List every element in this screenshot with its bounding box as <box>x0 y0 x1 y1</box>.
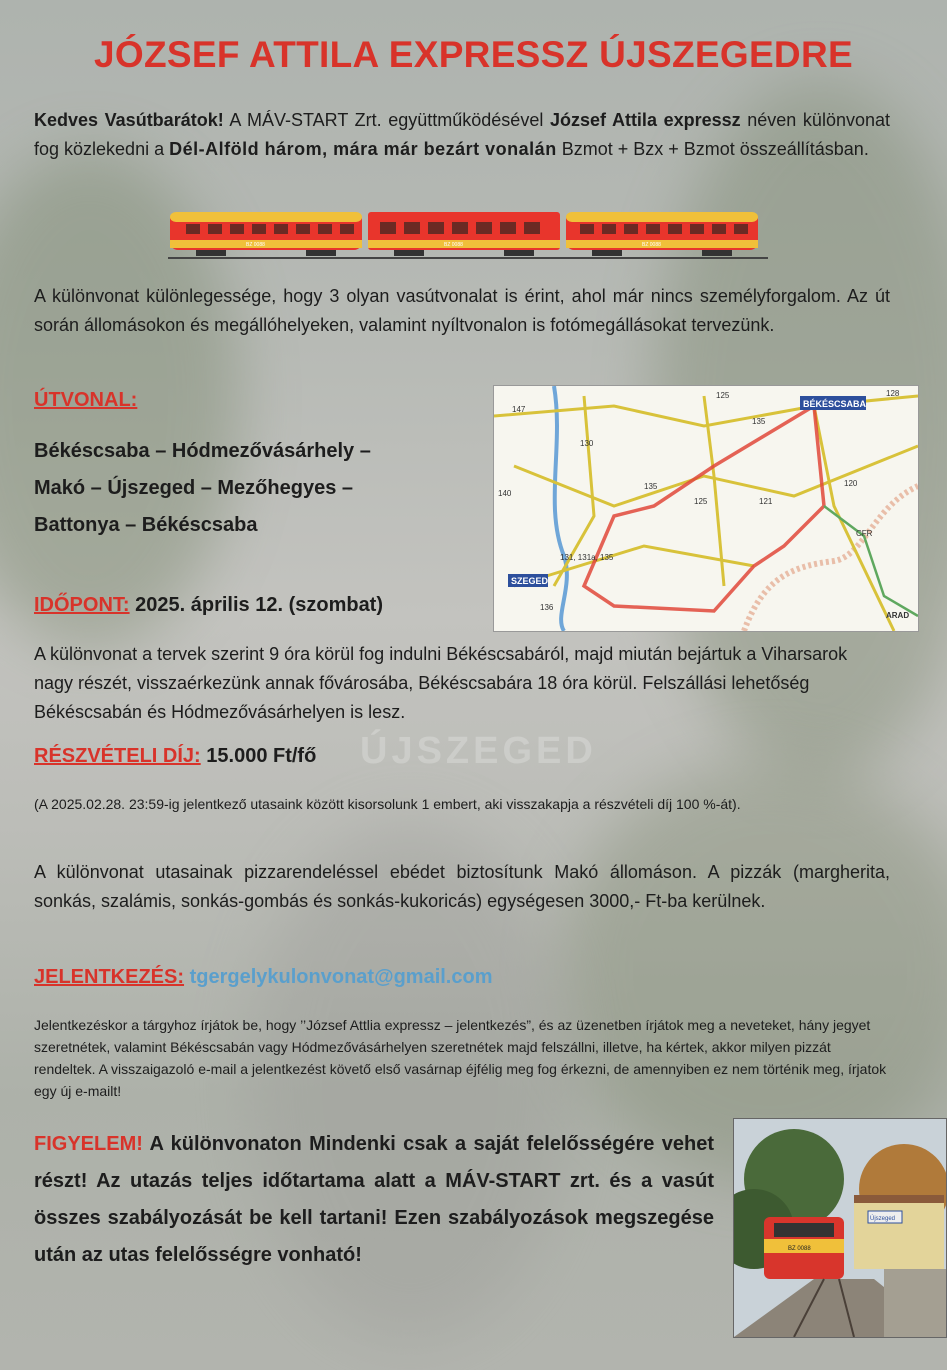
photo-station-sign: Újszeged <box>870 1216 896 1222</box>
route-heading <box>34 389 137 412</box>
map-label-szeged: SZEGED <box>511 576 549 586</box>
photo-train-label: BZ 0088 <box>788 1246 811 1252</box>
fee-value: 15.000 Ft/fő <box>206 745 317 767</box>
warning-label: FIGYELEM! <box>34 1133 143 1155</box>
signup-row <box>34 966 492 989</box>
page-title: JÓZSEF ATTILA EXPRESSZ ÚJSZEGEDRE <box>94 34 853 75</box>
route-line: Békéscsaba – Hódmezővásárhely – <box>34 440 371 462</box>
route-list <box>34 433 474 544</box>
pizza-paragraph: A különvonat utasainak pizzarendeléssel ebédet biztosítunk Makó állomáson. A pizzák (margherita, sonkás, szalámis, sonkás-gombás és sonkás-kukoricás) egységesen 3000,- Ft-ba kerülnek. <box>34 862 890 911</box>
speciality-paragraph: A különvonat különlegessége, hogy 3 olyan vasútvonalat is érint, ahol már nincs személyforgalom. Az út során állomásokon és megállóhelyeken, valamint nyíltvonalon is fotómegállásokat tervezünk. <box>34 286 890 335</box>
map-label-121: 121 <box>759 497 773 506</box>
map-label-140: 140 <box>498 489 512 498</box>
intro-paragraph <box>34 106 890 164</box>
map-label-bekescsaba: BÉKÉSCSABA <box>803 399 867 409</box>
signup-email-link[interactable]: tgergelykulonvonat@gmail.com <box>189 966 493 988</box>
train-car-1-label: BZ 0088 <box>246 242 265 248</box>
map-label-120: 120 <box>844 479 858 488</box>
station-photo <box>733 1118 947 1338</box>
map-label-cfr: CFR <box>856 529 873 538</box>
map-label-135: 135 <box>644 482 658 491</box>
signup-label: JELENTKEZÉS: <box>34 966 185 988</box>
signup-note: Jelentkezéskor a tárgyhoz írjátok be, hogy ’’József Attlia expressz – jelentkezés”, és az üzenetben írjátok meg a neveteket, hány jegyet szeretnétek, valamint Békéscsabán vagy Hódmezővásárhelyen szeretnétek majd felszállni, illetve, ha kértek, akkor milyen pizzát rendeltek. A visszaigazoló e-mail a jelentkezést követő első vasárnap éjfélig meg fog érkezni, de amennyiben ez nem történik meg, írjatok egy új e-mailt! <box>34 1017 887 1099</box>
train-car-3-label: BZ 0088 <box>642 242 661 248</box>
route-map <box>493 385 919 632</box>
train-car-1 <box>170 212 362 256</box>
train-car-2-label: BZ 0088 <box>444 242 463 248</box>
train-car-2 <box>368 212 560 256</box>
intro-lines: Dél-Alföld három, mára már bezárt vonalán <box>169 139 557 159</box>
map-label-130: 130 <box>580 439 594 448</box>
map-label-arad: ARAD <box>886 611 910 620</box>
intro-train-name: József Attila expressz <box>549 110 741 130</box>
route-line: Battonya – Békéscsaba <box>34 514 258 536</box>
map-label-128: 128 <box>886 389 900 398</box>
fee-note: (A 2025.02.28. 23:59-ig jelentkező utasaink között kisorsolunk 1 embert, aki visszakapja a részvételi díj 100 %-át). <box>34 796 741 812</box>
schedule-paragraph: A különvonat a tervek szerint 9 óra körül fog indulni Békéscsabáról, majd miután bejártuk a Viharsarok nagy részét, visszaérkezünk annak fővárosába, Békéscsabára 18 óra körül. Felszállási lehetőség Békéscsabán és Hódmezővásárhelyen is lesz. <box>34 644 848 722</box>
intro-text-3: Bzmot + Bzx + Bzmot összeállításban. <box>556 139 869 159</box>
fee-label: RÉSZVÉTELI DÍJ: <box>34 745 201 767</box>
intro-greeting: Kedves Vasútbarátok! <box>34 110 224 130</box>
train-illustration <box>168 208 768 258</box>
map-label-136: 136 <box>540 603 554 612</box>
map-label-147: 147 <box>512 405 526 414</box>
background-sign-text: ÚJSZEGED <box>360 730 597 772</box>
intro-text-2: néven különvonat fog közlekedni a <box>34 110 890 159</box>
warning-paragraph <box>34 1126 714 1274</box>
background-foliage <box>560 760 947 1180</box>
route-heading-label: ÚTVONAL: <box>34 389 138 411</box>
date-value: 2025. április 12. (szombat) <box>135 594 384 616</box>
intro-text-1: A MÁV-START Zrt. együttműködésével <box>223 110 550 130</box>
route-line: Makó – Újszeged – Mezőhegyes – <box>34 477 354 499</box>
date-row <box>34 594 383 617</box>
fee-row <box>34 745 316 768</box>
train-car-3 <box>566 212 758 256</box>
date-label: IDŐPONT: <box>34 594 130 616</box>
warning-text: A különvonaton Mindenki csak a saját felelősségére vehet részt! Az utazás teljes időtartama alatt a MÁV-START zrt. és a vasút összes szabályozását be kell tartani! Ezen szabályozások megszegése után az utas felelősségre vonható! <box>34 1133 714 1266</box>
map-label-125: 125 <box>694 497 708 506</box>
map-label-131: 131, 131a, 135 <box>560 553 614 562</box>
map-label-125: 125 <box>716 391 730 400</box>
map-label-135: 135 <box>752 417 766 426</box>
